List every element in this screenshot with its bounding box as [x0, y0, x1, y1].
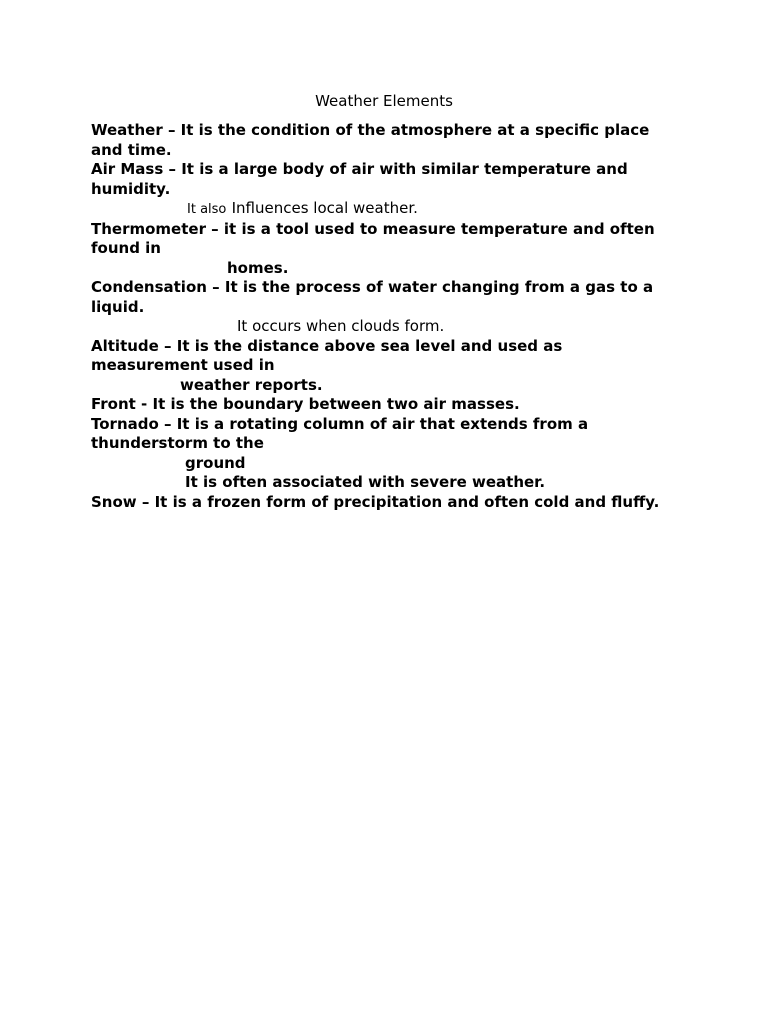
text-line: humidity. [91, 179, 171, 198]
text-line: and time. [91, 140, 172, 159]
text-line: liquid. [91, 297, 145, 316]
text-line: Snow – It is a frozen form of precipitation and often cold and fluffy. [91, 492, 660, 511]
text-line: It is often associated with severe weather. [185, 473, 546, 491]
text-fragment: Influences local weather. [231, 199, 418, 217]
text-line: weather reports. [180, 375, 323, 394]
text-line: Tornado – It is a rotating column of air that extends from a [91, 414, 589, 433]
text-line: Condensation – It is the process of water changing from a gas to a [91, 278, 654, 296]
text-line: Air Mass – It is a large body of air with similar temperature and [91, 160, 628, 178]
text-line: thunderstorm to the [91, 434, 264, 452]
text-line: Weather – It is the condition of the atmosphere at a specific place [91, 121, 650, 139]
text-line: found in [91, 239, 161, 257]
text-line: homes. [227, 258, 289, 277]
text-fragment: It also [187, 202, 227, 217]
text-line: ground [185, 453, 246, 472]
text-line: Front - It is the boundary between two air masses. [91, 395, 520, 413]
text-line: Altitude – It is the distance above sea level and used as [91, 336, 563, 355]
text-line: measurement used in [91, 356, 275, 374]
document-body [91, 121, 691, 512]
text-line [91, 199, 691, 220]
document-title: Weather Elements [315, 92, 453, 110]
text-line: It occurs when clouds form. [237, 317, 445, 335]
text-line: Thermometer – it is a tool used to measure temperature and often [91, 219, 655, 238]
